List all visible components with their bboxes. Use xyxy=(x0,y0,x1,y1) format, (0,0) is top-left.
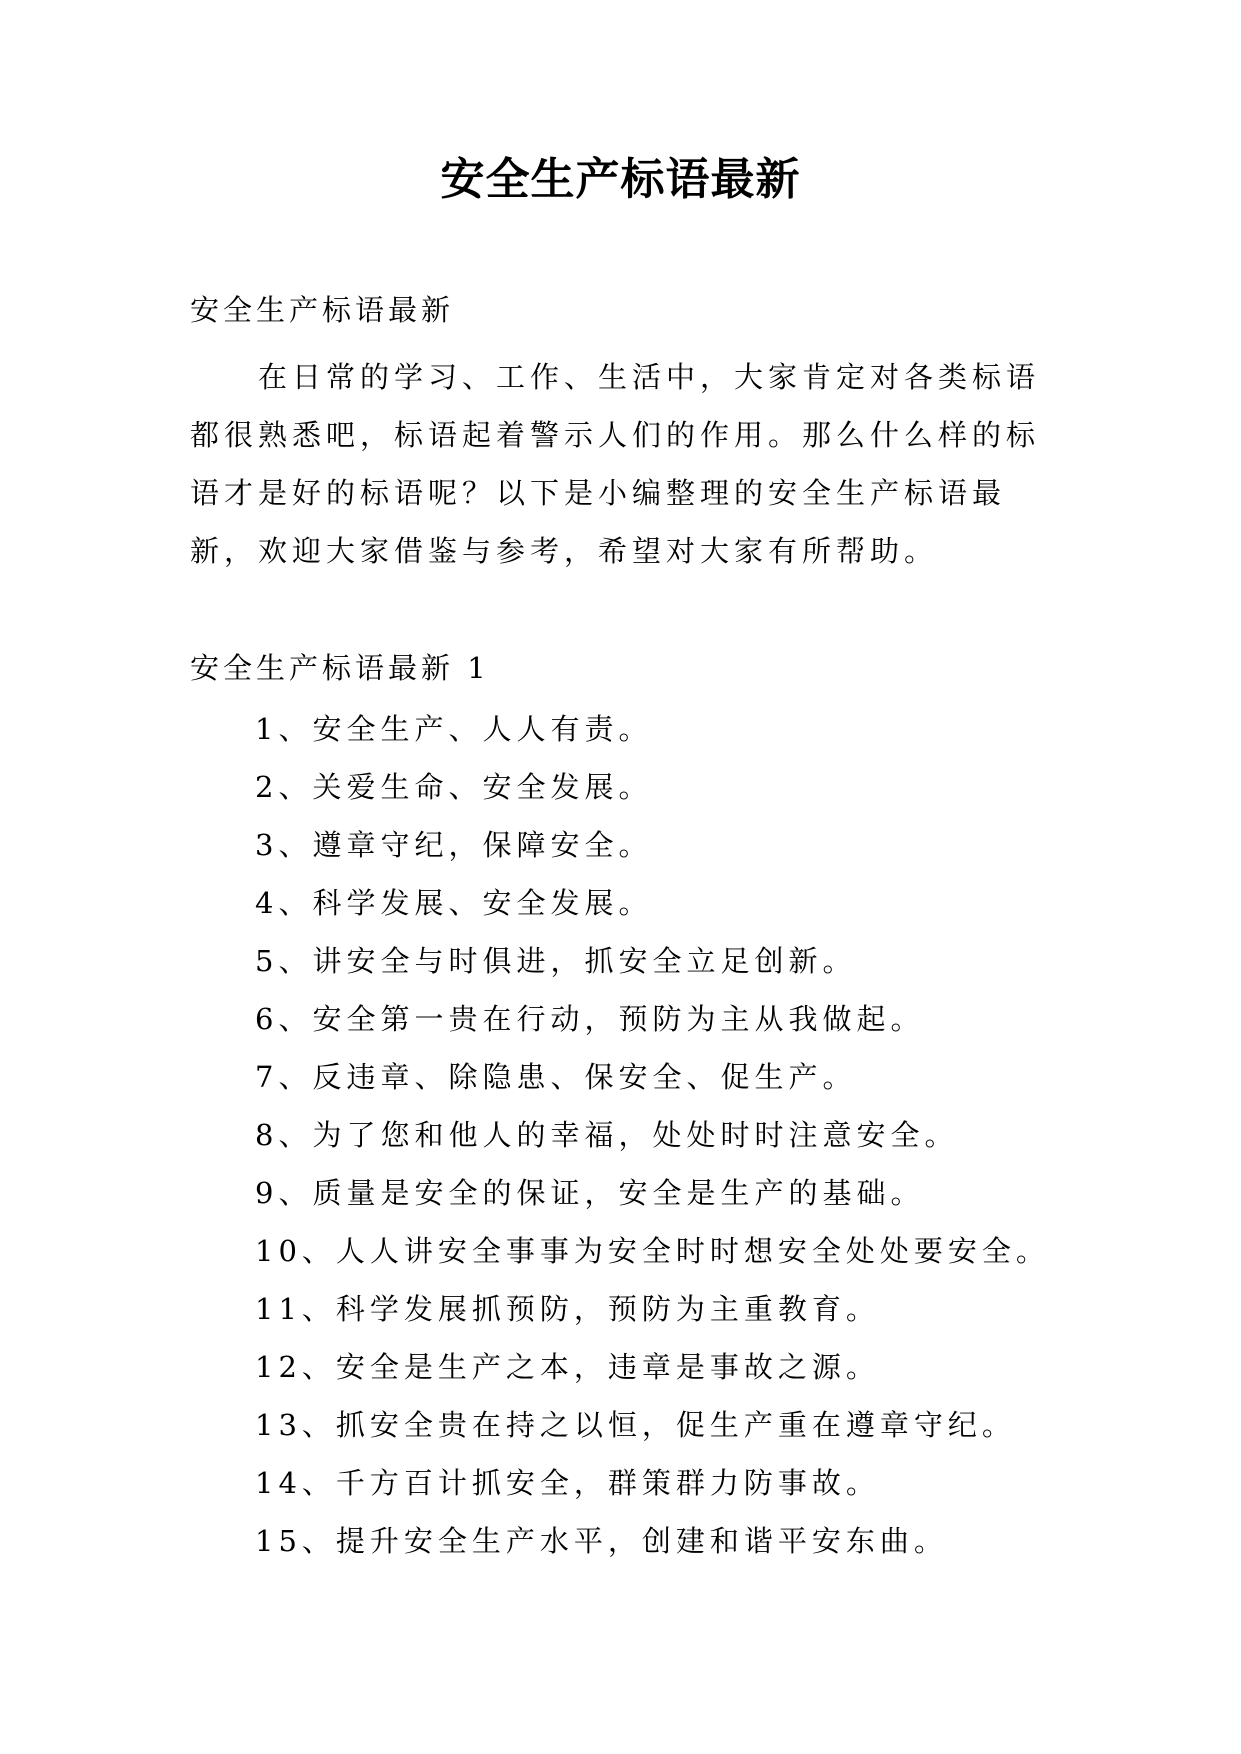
document-subtitle: 安全生产标语最新 xyxy=(190,293,455,327)
slogan-item: 12、安全是生产之本，违章是事故之源。 xyxy=(255,1350,880,1384)
slogan-item: 2、关爱生命、安全发展。 xyxy=(255,770,653,804)
slogan-item: 6、安全第一贵在行动，预防为主从我做起。 xyxy=(255,1002,925,1036)
slogan-item: 11、科学发展抓预防，预防为主重教育。 xyxy=(255,1292,880,1326)
document-title: 安全生产标语最新 xyxy=(440,154,801,205)
slogan-item: 10、人人讲安全事事为安全时时想安全处处要安全。 xyxy=(255,1234,1050,1268)
slogan-item: 9、质量是安全的保证，安全是生产的基础。 xyxy=(255,1176,925,1210)
section-heading: 安全生产标语最新 1 xyxy=(190,651,490,685)
slogan-item: 1、安全生产、人人有责。 xyxy=(255,712,653,746)
slogan-list xyxy=(255,700,1050,1570)
slogan-item: 5、讲安全与时俱进，抓安全立足创新。 xyxy=(255,944,857,978)
slogan-item: 14、千方百计抓安全，群策群力防事故。 xyxy=(255,1466,880,1500)
slogan-item: 7、反违章、除隐患、保安全、促生产。 xyxy=(255,1060,857,1094)
slogan-item: 4、科学发展、安全发展。 xyxy=(255,886,653,920)
intro-paragraph: 在日常的学习、工作、生活中，大家肯定对各类标语都很熟悉吧，标语起着警示人们的作用。那么什么样的标语才是好的标语呢？以下是小编整理的安全生产标语最新，欢迎大家借鉴与参考，希望对大家有所帮助。 xyxy=(190,360,1041,568)
slogan-item: 15、提升安全生产水平，创建和谐平安东曲。 xyxy=(255,1524,948,1558)
slogan-item: 13、抓安全贵在持之以恒，促生产重在遵章守纪。 xyxy=(255,1408,1016,1442)
slogan-item: 3、遵章守纪，保障安全。 xyxy=(255,828,653,862)
slogan-item: 8、为了您和他人的幸福，处处时时注意安全。 xyxy=(255,1118,959,1152)
